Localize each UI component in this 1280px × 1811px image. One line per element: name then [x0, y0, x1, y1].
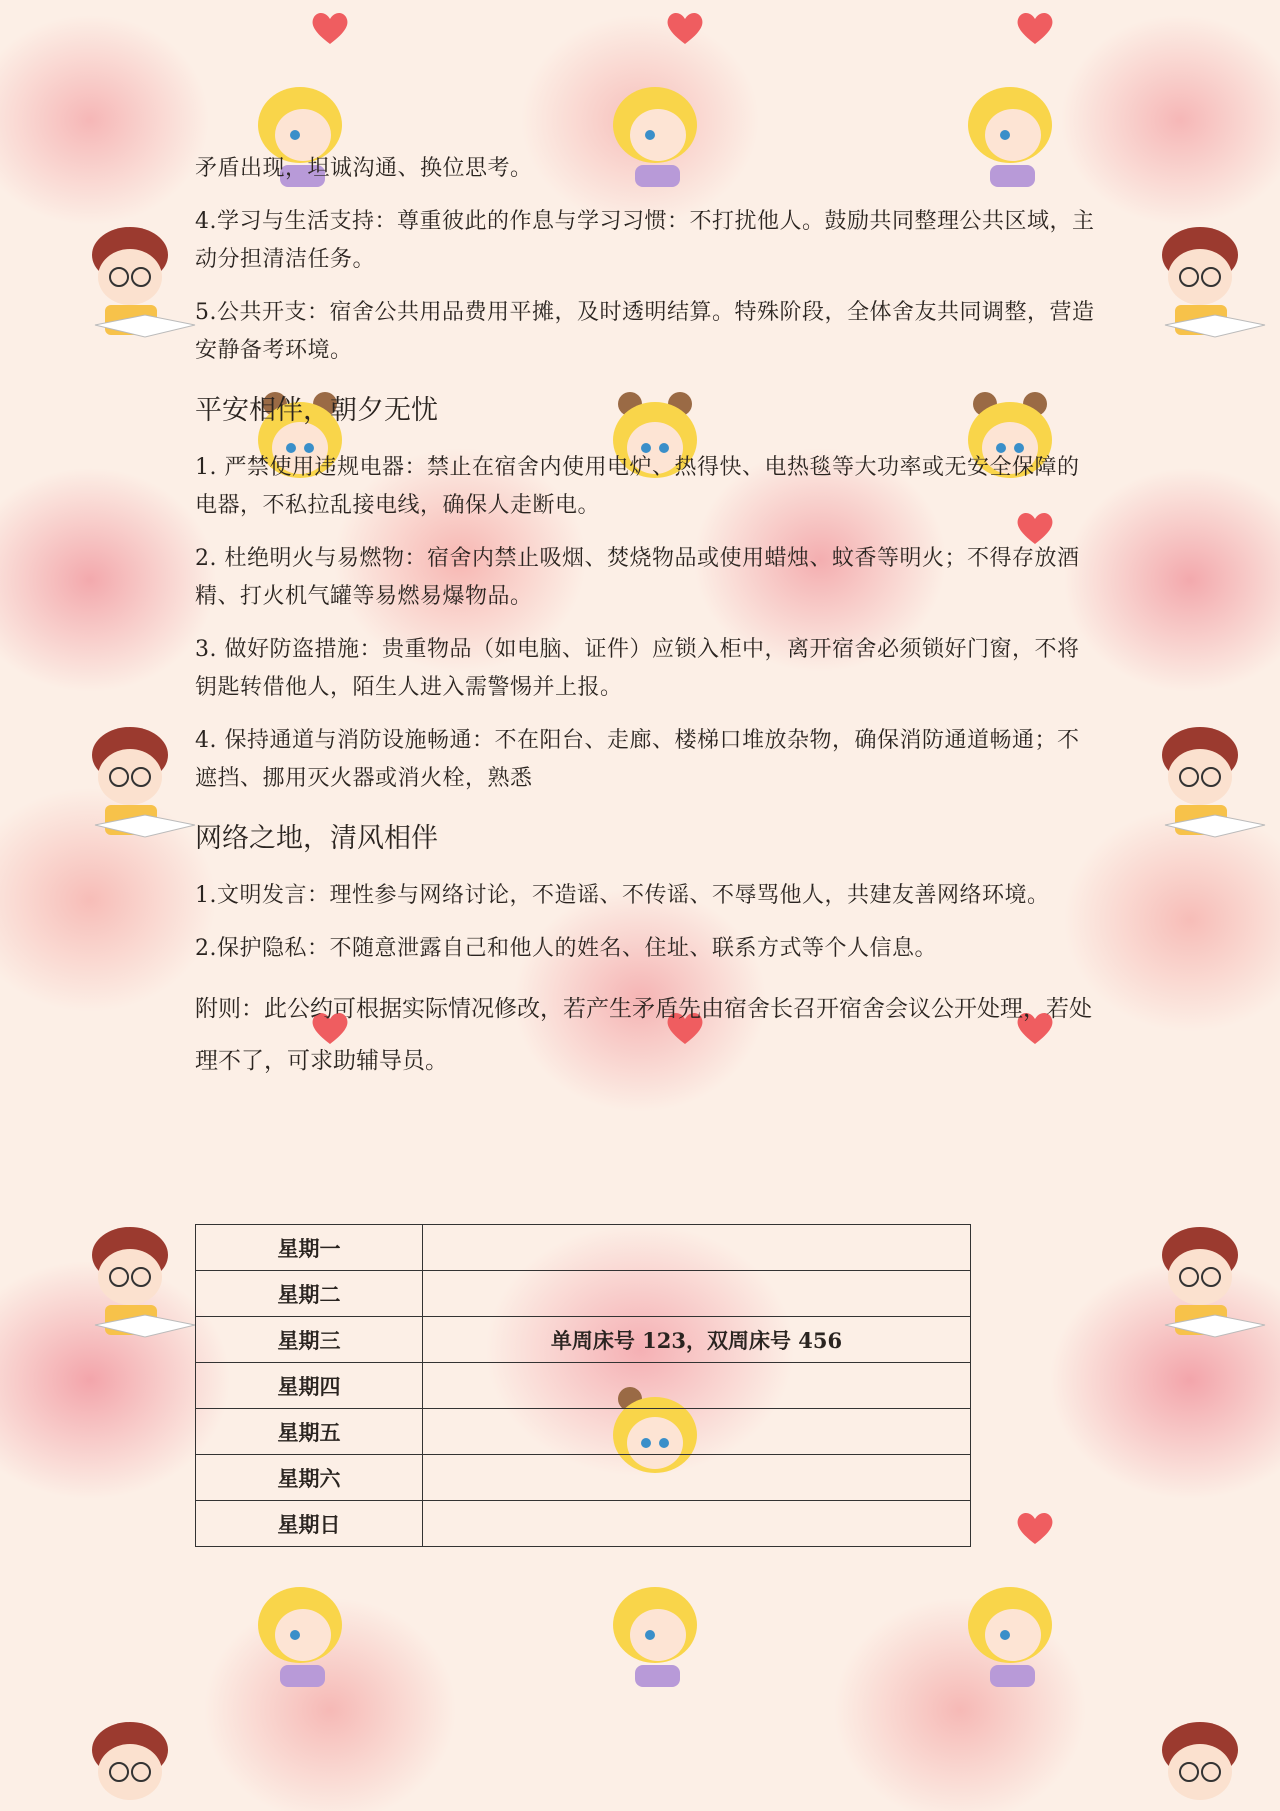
table-row — [196, 1363, 971, 1409]
table-row — [196, 1455, 971, 1501]
reading-girl-illustration — [1145, 225, 1275, 345]
appendix-text: 附则：此公约可根据实际情况修改，若产生矛盾先由宿舍长召开宿舍会议公开处理，若处理不了，可求助辅导员。 — [195, 996, 1092, 1074]
note-cell — [423, 1409, 971, 1455]
table-row — [196, 1409, 971, 1455]
note-cell: 单周床号 123，双周床号 456 — [423, 1317, 971, 1363]
day-cell: 星期三 — [196, 1317, 423, 1363]
table-row — [196, 1271, 971, 1317]
document-body — [195, 150, 1095, 1087]
reading-girl-illustration — [1145, 1720, 1275, 1810]
note-cell — [423, 1455, 971, 1501]
blonde-girl-illustration — [600, 1580, 710, 1690]
paragraph: 矛盾出现，坦诚沟通、换位思考。 — [195, 156, 533, 181]
reading-girl-illustration — [1145, 1225, 1275, 1345]
duty-schedule-table — [195, 1224, 971, 1547]
network-item: 1.文明发言：理性参与网络讨论，不造谣、不传谣、不辱骂他人，共建友善网络环境。 — [195, 883, 1050, 908]
note-cell — [423, 1363, 971, 1409]
reading-girl-illustration — [1145, 725, 1275, 845]
safety-item: 1. 严禁使用违规电器：禁止在宿舍内使用电炉、热得快、电热毯等大功率或无安全保障的电器，不私拉乱接电线，确保人走断电。 — [195, 455, 1080, 518]
day-cell: 星期六 — [196, 1455, 423, 1501]
heart-icon — [1015, 10, 1055, 46]
reading-girl-illustration — [75, 225, 205, 345]
blonde-girl-illustration — [245, 1580, 355, 1690]
safety-item: 3. 做好防盗措施：贵重物品（如电脑、证件）应锁入柜中，离开宿舍必须锁好门窗，不将钥匙转借他人，陌生人进入需警惕并上报。 — [195, 637, 1080, 700]
table-row — [196, 1501, 971, 1547]
paragraph: 5.公共开支：宿舍公共用品费用平摊，及时透明结算。特殊阶段，全体舍友共同调整，营造安静备考环境。 — [195, 300, 1095, 363]
heart-icon — [665, 10, 705, 46]
reading-girl-illustration — [75, 1720, 205, 1810]
paragraph: 4.学习与生活支持：尊重彼此的作息与学习习惯：不打扰他人。鼓励共同整理公共区域，主动分担清洁任务。 — [195, 209, 1095, 272]
heart-icon — [310, 10, 350, 46]
safety-item: 2. 杜绝明火与易燃物：宿舍内禁止吸烟、焚烧物品或使用蜡烛、蚊香等明火；不得存放酒精、打火机气罐等易燃易爆物品。 — [195, 546, 1080, 609]
day-cell: 星期一 — [196, 1225, 423, 1271]
table-row — [196, 1225, 971, 1271]
section-title-network: 网络之地，清风相伴 — [195, 823, 438, 854]
network-item: 2.保护隐私：不随意泄露自己和他人的姓名、住址、联系方式等个人信息。 — [195, 936, 937, 961]
day-cell: 星期四 — [196, 1363, 423, 1409]
note-cell — [423, 1225, 971, 1271]
day-cell: 星期五 — [196, 1409, 423, 1455]
note-cell — [423, 1271, 971, 1317]
day-cell: 星期日 — [196, 1501, 423, 1547]
safety-item: 4. 保持通道与消防设施畅通：不在阳台、走廊、楼梯口堆放杂物，确保消防通道畅通；不遮挡、挪用灭火器或消火栓，熟悉 — [195, 728, 1080, 791]
reading-girl-illustration — [75, 725, 205, 845]
table-row — [196, 1317, 971, 1363]
blonde-girl-illustration — [955, 1580, 1065, 1690]
section-title-safety: 平安相伴，朝夕无忧 — [195, 395, 438, 426]
note-cell — [423, 1501, 971, 1547]
heart-icon — [1015, 1510, 1055, 1546]
day-cell: 星期二 — [196, 1271, 423, 1317]
reading-girl-illustration — [75, 1225, 205, 1345]
